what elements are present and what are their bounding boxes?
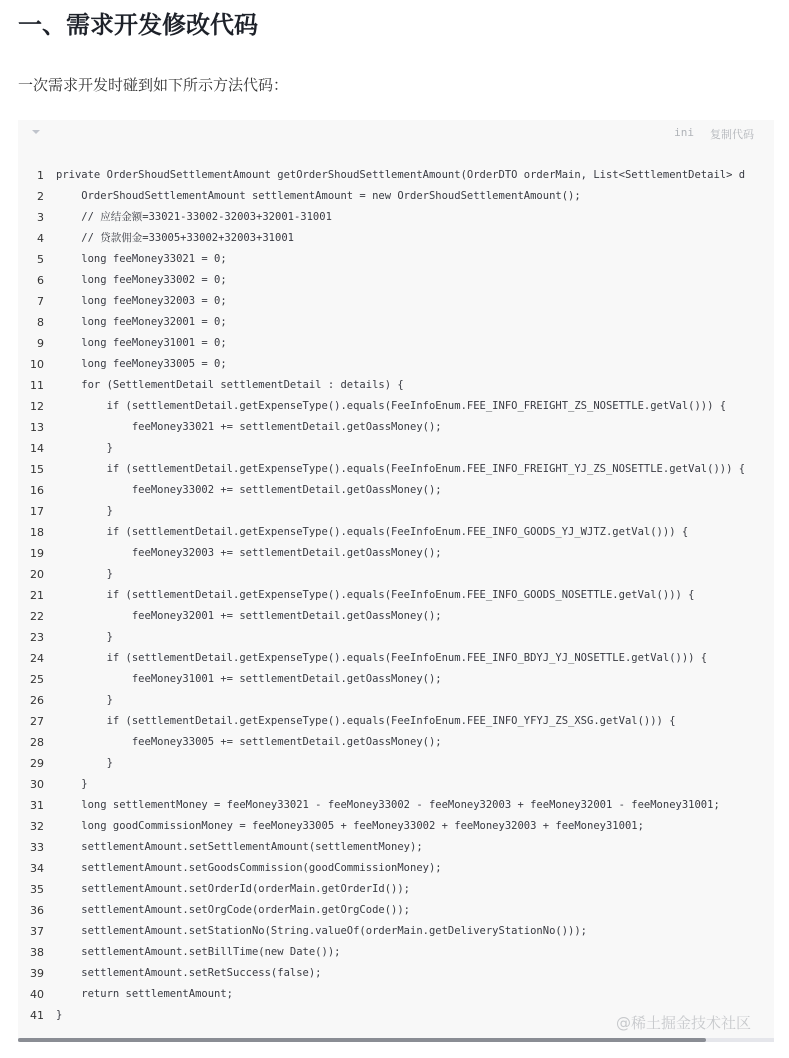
line-number: 6 bbox=[37, 274, 44, 287]
code-line bbox=[18, 480, 774, 501]
code-text: long feeMoney32001 = 0; bbox=[56, 316, 227, 328]
code-line bbox=[18, 354, 774, 375]
line-number: 26 bbox=[30, 694, 44, 707]
watermark: @稀土掘金技术社区 bbox=[616, 1014, 752, 1032]
code-text: feeMoney33021 += settlementDetail.getOassMoney(); bbox=[56, 421, 442, 433]
code-line bbox=[18, 753, 774, 774]
code-text: settlementAmount.setOrderId(orderMain.getOrderId()); bbox=[56, 883, 411, 895]
line-number: 18 bbox=[30, 526, 44, 539]
line-number: 1 bbox=[37, 169, 44, 182]
code-text: feeMoney32003 += settlementDetail.getOassMoney(); bbox=[56, 547, 442, 559]
code-line bbox=[18, 522, 774, 543]
code-line bbox=[18, 879, 774, 900]
code-line bbox=[18, 816, 774, 837]
code-line bbox=[18, 438, 774, 459]
code-text: } bbox=[56, 757, 113, 769]
code-text: return settlementAmount; bbox=[56, 988, 234, 1000]
code-text: } bbox=[56, 568, 113, 580]
code-line bbox=[18, 648, 774, 669]
horizontal-scrollbar[interactable] bbox=[18, 1038, 774, 1042]
code-text: long feeMoney33005 = 0; bbox=[56, 358, 227, 370]
code-line bbox=[18, 921, 774, 942]
code-text: long feeMoney32003 = 0; bbox=[56, 295, 227, 307]
line-number: 20 bbox=[30, 568, 44, 581]
code-line bbox=[18, 942, 774, 963]
code-text: if (settlementDetail.getExpenseType().equals(FeeInfoEnum.FEE_INFO_YFYJ_ZS_XSG.getVal())) { bbox=[56, 715, 676, 727]
code-text: OrderShoudSettlementAmount settlementAmount = new OrderShoudSettlementAmount(); bbox=[56, 190, 581, 202]
line-number: 7 bbox=[37, 295, 44, 308]
code-text: long feeMoney33021 = 0; bbox=[56, 253, 227, 265]
line-number: 38 bbox=[30, 946, 44, 959]
line-number: 11 bbox=[30, 379, 44, 392]
line-number: 39 bbox=[30, 967, 44, 980]
code-text: if (settlementDetail.getExpenseType().equals(FeeInfoEnum.FEE_INFO_FREIGHT_ZS_NOSETTLE.getVal())) { bbox=[56, 400, 727, 412]
code-text: for (SettlementDetail settlementDetail : details) { bbox=[56, 379, 404, 391]
code-text: // 应结金额=33021-33002-32003+32001-31001 bbox=[56, 211, 332, 223]
code-line bbox=[18, 375, 774, 396]
line-number: 25 bbox=[30, 673, 44, 686]
copy-code-button[interactable]: 复制代码 bbox=[710, 128, 754, 141]
line-number: 24 bbox=[30, 652, 44, 665]
code-text: settlementAmount.setSettlementAmount(settlementMoney); bbox=[56, 841, 423, 853]
code-text: settlementAmount.setGoodsCommission(goodCommissionMoney); bbox=[56, 862, 442, 874]
code-line bbox=[18, 249, 774, 270]
code-line bbox=[18, 711, 774, 732]
section-heading: 一、需求开发修改代码 bbox=[18, 11, 258, 39]
code-text: } bbox=[56, 631, 113, 643]
code-text: long settlementMoney = feeMoney33021 - feeMoney33002 - feeMoney32003 + feeMoney32001 - feeMoney31001; bbox=[56, 799, 720, 811]
code-line bbox=[18, 564, 774, 585]
code-toolbar bbox=[18, 120, 774, 148]
scrollbar-thumb[interactable] bbox=[18, 1038, 706, 1042]
code-text: settlementAmount.setStationNo(String.valueOf(orderMain.getDeliveryStationNo())); bbox=[56, 925, 588, 937]
code-line bbox=[18, 501, 774, 522]
code-text: long feeMoney31001 = 0; bbox=[56, 337, 227, 349]
code-line bbox=[18, 543, 774, 564]
code-text: if (settlementDetail.getExpenseType().equals(FeeInfoEnum.FEE_INFO_GOODS_YJ_WJTZ.getVal())) { bbox=[56, 526, 689, 538]
code-text: } bbox=[56, 442, 113, 454]
code-line bbox=[18, 858, 774, 879]
code-text: feeMoney32001 += settlementDetail.getOassMoney(); bbox=[56, 610, 442, 622]
code-line bbox=[18, 459, 774, 480]
code-text: settlementAmount.setBillTime(new Date()); bbox=[56, 946, 341, 958]
intro-paragraph: 一次需求开发时碰到如下所示方法代码： bbox=[18, 76, 289, 94]
code-line bbox=[18, 795, 774, 816]
line-number: 4 bbox=[37, 232, 44, 245]
code-line bbox=[18, 312, 774, 333]
code-line bbox=[18, 228, 774, 249]
line-number: 16 bbox=[30, 484, 44, 497]
code-text: } bbox=[56, 694, 113, 706]
code-line bbox=[18, 963, 774, 984]
code-line bbox=[18, 207, 774, 228]
line-number: 28 bbox=[30, 736, 44, 749]
code-line bbox=[18, 396, 774, 417]
line-number: 35 bbox=[30, 883, 44, 896]
code-line bbox=[18, 186, 774, 207]
code-text: private OrderShoudSettlementAmount getOrderShoudSettlementAmount(OrderDTO orderMain, List<SettlementDetail> d bbox=[56, 169, 746, 181]
line-number: 32 bbox=[30, 820, 44, 833]
line-number: 33 bbox=[30, 841, 44, 854]
code-line bbox=[18, 984, 774, 1005]
line-number: 17 bbox=[30, 505, 44, 518]
code-language-label: ini bbox=[674, 126, 694, 139]
line-number: 29 bbox=[30, 757, 44, 770]
code-lines bbox=[18, 165, 774, 1026]
code-text: if (settlementDetail.getExpenseType().equals(FeeInfoEnum.FEE_INFO_GOODS_NOSETTLE.getVal())) { bbox=[56, 589, 695, 601]
code-text: if (settlementDetail.getExpenseType().equals(FeeInfoEnum.FEE_INFO_BDYJ_YJ_NOSETTLE.getVal())) { bbox=[56, 652, 708, 664]
line-number: 34 bbox=[30, 862, 44, 875]
collapse-caret-icon[interactable] bbox=[32, 130, 40, 134]
line-number: 36 bbox=[30, 904, 44, 917]
line-number: 10 bbox=[30, 358, 44, 371]
line-number: 40 bbox=[30, 988, 44, 1001]
code-line bbox=[18, 732, 774, 753]
line-number: 27 bbox=[30, 715, 44, 728]
code-line bbox=[18, 606, 774, 627]
line-number: 31 bbox=[30, 799, 44, 812]
line-number: 15 bbox=[30, 463, 44, 476]
line-number: 41 bbox=[30, 1009, 44, 1022]
code-text: settlementAmount.setOrgCode(orderMain.getOrgCode()); bbox=[56, 904, 411, 916]
code-text: long feeMoney33002 = 0; bbox=[56, 274, 227, 286]
code-line bbox=[18, 774, 774, 795]
code-line bbox=[18, 627, 774, 648]
code-text: // 贷款佣金=33005+33002+32003+31001 bbox=[56, 232, 294, 244]
line-number: 2 bbox=[37, 190, 44, 203]
code-text: } bbox=[56, 505, 113, 517]
line-number: 3 bbox=[37, 211, 44, 224]
code-block bbox=[18, 120, 774, 1042]
line-number: 22 bbox=[30, 610, 44, 623]
code-line bbox=[18, 690, 774, 711]
code-line bbox=[18, 270, 774, 291]
line-number: 5 bbox=[37, 253, 44, 266]
code-line bbox=[18, 837, 774, 858]
line-number: 23 bbox=[30, 631, 44, 644]
code-line bbox=[18, 291, 774, 312]
code-line bbox=[18, 585, 774, 606]
code-text: feeMoney31001 += settlementDetail.getOassMoney(); bbox=[56, 673, 442, 685]
code-line bbox=[18, 669, 774, 690]
line-number: 8 bbox=[37, 316, 44, 329]
code-text: } bbox=[56, 778, 88, 790]
line-number: 19 bbox=[30, 547, 44, 560]
line-number: 9 bbox=[37, 337, 44, 350]
line-number: 14 bbox=[30, 442, 44, 455]
code-text: if (settlementDetail.getExpenseType().equals(FeeInfoEnum.FEE_INFO_FREIGHT_YJ_ZS_NOSETTLE.getVal())) { bbox=[56, 463, 746, 475]
line-number: 30 bbox=[30, 778, 44, 791]
line-number: 37 bbox=[30, 925, 44, 938]
code-line bbox=[18, 900, 774, 921]
line-number: 13 bbox=[30, 421, 44, 434]
code-text: long goodCommissionMoney = feeMoney33005 + feeMoney33002 + feeMoney32003 + feeMoney31001; bbox=[56, 820, 644, 832]
code-line bbox=[18, 417, 774, 438]
code-line bbox=[18, 333, 774, 354]
code-text: } bbox=[56, 1009, 63, 1021]
code-text: feeMoney33005 += settlementDetail.getOassMoney(); bbox=[56, 736, 442, 748]
line-number: 12 bbox=[30, 400, 44, 413]
code-text: settlementAmount.setRetSuccess(false); bbox=[56, 967, 322, 979]
line-number: 21 bbox=[30, 589, 44, 602]
code-line bbox=[18, 165, 774, 186]
code-text: feeMoney33002 += settlementDetail.getOassMoney(); bbox=[56, 484, 442, 496]
